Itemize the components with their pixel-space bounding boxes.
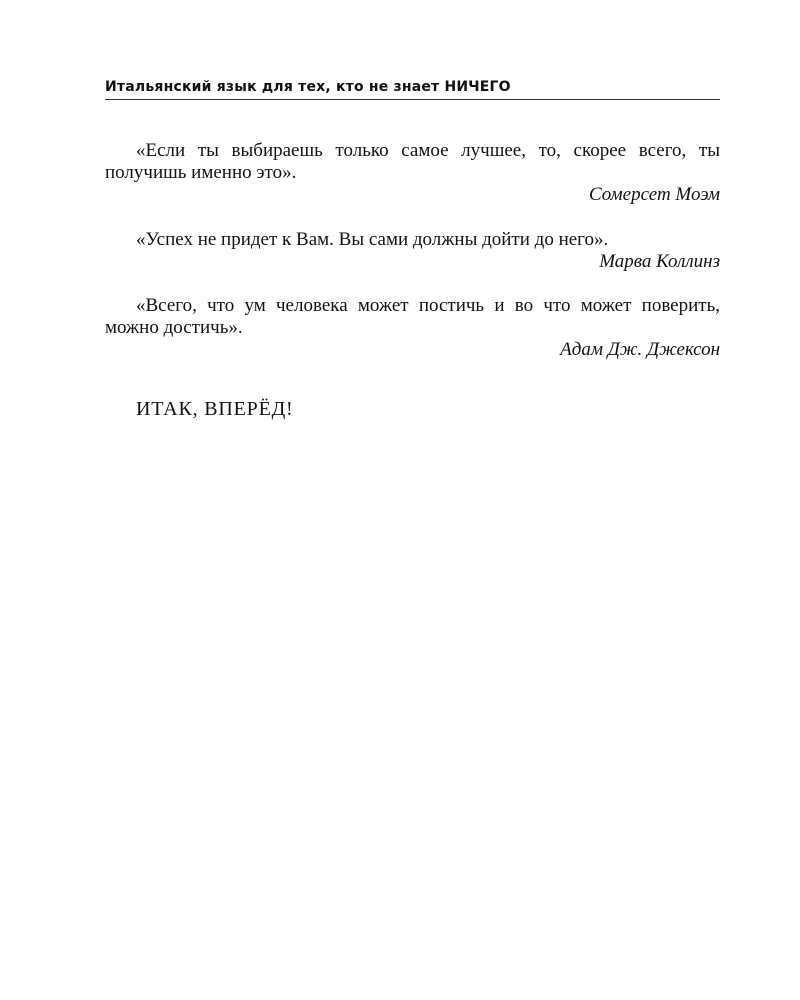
closing-line: ИТАК, ВПЕРЁД! [136, 398, 294, 420]
book-page [105, 0, 720, 421]
quote-author: Адам Дж. Джексон [560, 339, 720, 360]
epigraph-quote [105, 140, 720, 206]
quote-text: «Успех не придет к Вам. Вы сами должны дойти до него». [136, 229, 609, 250]
quote-text: «Всего, что ум человека может постичь и во что может поверить, можно достичь». [105, 295, 720, 338]
running-header [105, 78, 720, 100]
epigraph-quote [105, 229, 720, 273]
quote-author: Марва Коллинз [599, 251, 720, 272]
quote-text: «Если ты выбираешь только самое лучшее, то, скорее всего, ты получишь именно это». [105, 140, 720, 183]
quote-author: Сомерсет Моэм [588, 184, 720, 205]
running-title: Итальянский язык для тех, кто не знает НИЧЕГО [105, 79, 511, 95]
epigraph-quote [105, 295, 720, 361]
